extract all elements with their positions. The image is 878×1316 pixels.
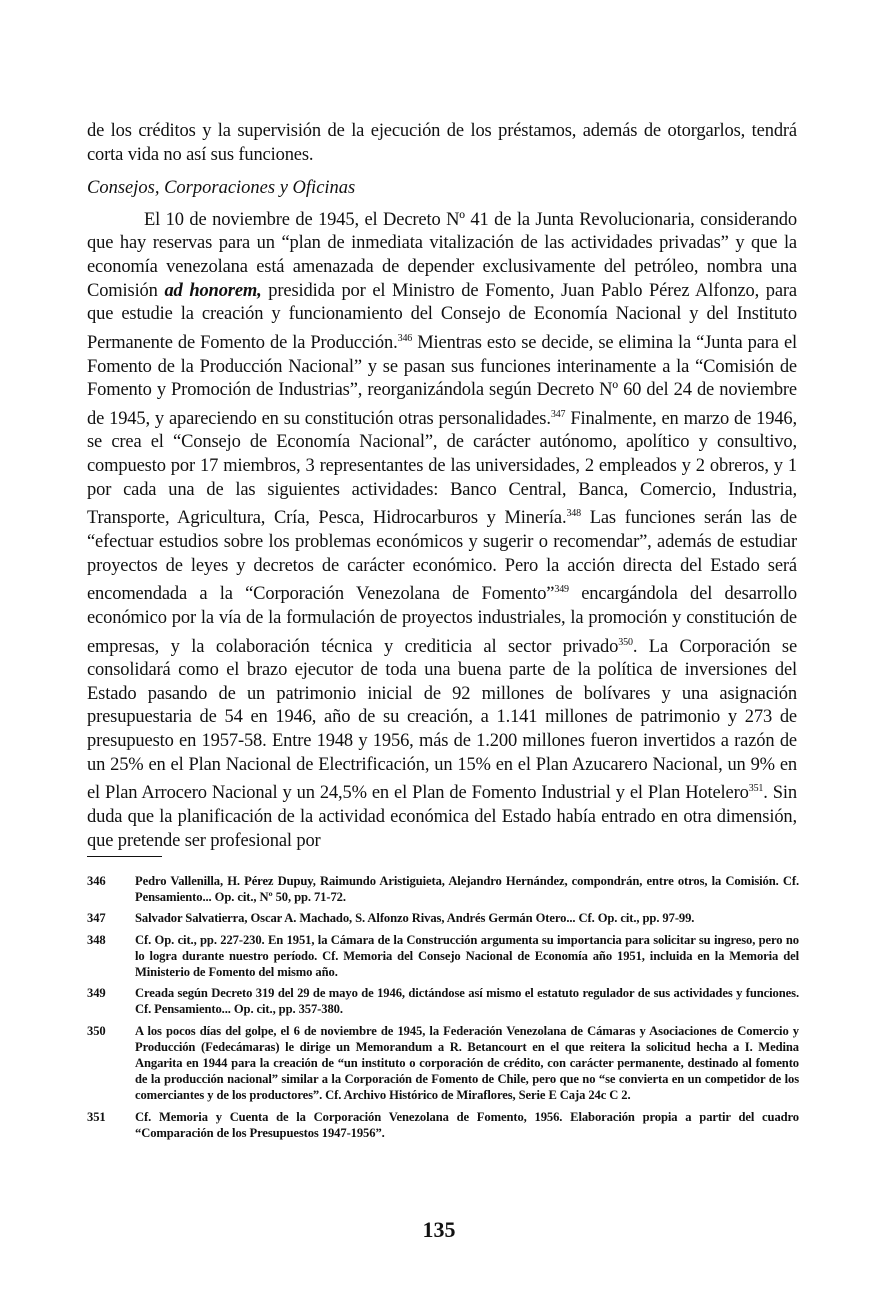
footnote-text: A los pocos días del golpe, el 6 de noviembre de 1945, la Federación Venezolana de Cámaras y Asociaciones de Comercio y Producción (Fedecámaras) le dirige un Memorandum a R. Betancourt en el que reitera la solicitud hecha a I. Medina Angarita en 1944 para la creación de “un instituto o corporación de crédito, con carácter permanente, destinado al fomento de la producción nacional” similar a la Corporación de Fomento de Chile, pero que no “se convierta en un competidor de los comerciantes y de los productores”. Cf. Archivo Histórico de Miraflores, Serie E Caja 24c C 2. [135, 1023, 799, 1103]
footnote-separator [87, 856, 162, 857]
paragraph-text: Mientras esto se decide, se elimina la “Junta para el Fomento de la Producción Nacional” y se pasan sus funciones interinamente a la “Comisión de Fomento y Promoción de Industrias”, reorganizándola según Decreto Nº 60 del 24 de noviembre de 1945, y apareciendo en su constitución otras personalidades. [87, 332, 797, 429]
footnote [87, 873, 799, 905]
footnote-ref[interactable]: 347 [550, 408, 566, 420]
footnote-ref[interactable]: 348 [566, 508, 581, 520]
footnote-ref[interactable]: 349 [554, 584, 569, 596]
paragraph-text: Las funciones serán las de “efectuar estudios sobre los problemas económicos y sugerir o recomendar”, además de estudiar proyectos de leyes y decretos de carácter económico. Pero la acción directa del Estado será encomendada a la “Corporación Venezolana de Fomento” [87, 508, 797, 605]
footnote [87, 910, 799, 926]
body-text [87, 120, 797, 853]
footnote-text: Salvador Salvatierra, Oscar A. Machado, S. Alfonzo Rivas, Andrés Germán Otero... Cf. Op. cit., pp. 97-99. [135, 911, 695, 926]
footnote-number: 347 [87, 911, 106, 926]
footnote [87, 1109, 799, 1141]
footnote-number: 349 [87, 986, 106, 1001]
italic-phrase: ad honorem, [164, 280, 262, 301]
section-title: Consejos, Corporaciones y Oficinas [87, 178, 356, 199]
footnote-number: 348 [87, 932, 106, 947]
paragraph-text: encargándola del desarrollo económico por la vía de la formulación de proyectos industriales, la promoción y constitución de empresas, y la colaboración técnica y crediticia al sector privado [87, 584, 797, 657]
paragraph-text: . Sin duda que la planificación de la actividad económica del Estado había entrado en otra dimensión, que pretende ser profesional por [87, 783, 797, 851]
footnote [87, 1023, 799, 1104]
paragraph-text: presidida por el Ministro de Fomento, Juan Pablo Pérez Alfonzo, para que estudie la creación y funcionamiento del Consejo de Economía Nacional y del Instituto Permanente de Fomento de la Producción. [87, 280, 797, 353]
footnote-ref[interactable]: 350 [618, 636, 633, 648]
footnote-ref[interactable]: 346 [397, 332, 413, 344]
footnote [87, 985, 799, 1017]
paragraph-text: El 10 de noviembre de 1945, el Decreto Nº 41 de la Junta Revolucionaria, considerando que hay reservas para un “plan de inmediata vitalización de las actividades privadas” y que la economía venezolana está amenazada de depender exclusivamente del petróleo, nombra una Comisión [87, 209, 797, 301]
footnotes [87, 873, 799, 1146]
footnote-ref[interactable]: 351 [748, 783, 764, 795]
footnote-number: 351 [87, 1109, 106, 1124]
footnote-number: 346 [87, 874, 106, 888]
paragraph-text: . La Corporación se consolidará como el brazo ejecutor de toda una buena parte de la política de inversiones del Estado pasando de un patrimonio inicial de 92 millones de bolívares y una asignación presupuestaria de 54 en 1946, año de su creación, a 1.141 millones de patrimonio y 273 de presupuesto en 1957-58. Entre 1948 y 1956, más de 1.200 millones fueron invertidos a razón de un 25% en el Plan Nacional de Electrificación, un 15% en el Plan Azucarero Nacional, un 9% en el Plan Arrocero Nacional y un 24,5% en el Plan de Fomento Industrial y el Plan Hotelero [87, 636, 798, 804]
main-paragraph [87, 209, 797, 853]
footnote-number: 350 [87, 1023, 106, 1038]
footnote-text: Cf. Memoria y Cuenta de la Corporación Venezolana de Fomento, 1956. Elaboración propia a partir del cuadro “Comparación de los Presupuestos 1947-1956”. [135, 1109, 799, 1140]
footnote-text: Creada según Decreto 319 del 29 de mayo de 1946, dictándose así mismo el estatuto regulador de sus actividades y funciones. Cf. Pensamiento... Op. cit., pp. 357-380. [135, 986, 799, 1017]
footnote-text: Pedro Vallenilla, H. Pérez Dupuy, Raimundo Aristiguieta, Alejandro Hernández, compondrán, entre otros, la Comisión. Cf. Pensamiento... Op. cit., Nº 50, pp. 71-72. [135, 874, 799, 905]
footnote [87, 932, 799, 981]
paragraph-text: Finalmente, en marzo de 1946, se crea el “Consejo de Economía Nacional”, de carácter autónomo, apolítico y consultivo, compuesto por 17 miembros, 3 representantes de las universidades, 2 empleados y 2 obreros, y 1 por cada una de las siguientes actividades: Banco Central, Banca, Comercio, Industria, Transporte, Agricultura, Cría, Pesca, Hidrocarburos y Minería. [87, 408, 797, 529]
footnote-text: Cf. Op. cit., pp. 227-230. En 1951, la Cámara de la Construcción argumenta su importancia para solicitar su ingreso, pero no lo logra durante nuestro período. Cf. Memoria del Consejo Nacional de Economía año 1951, incluida en la Memoria del Ministerio de Fomento del mismo año. [135, 932, 799, 980]
continuation-paragraph: de los créditos y la supervisión de la ejecución de los préstamos, además de otorgarlos, tendrá corta vida no así sus funciones. [87, 121, 797, 165]
page-number: 135 [422, 1217, 456, 1242]
